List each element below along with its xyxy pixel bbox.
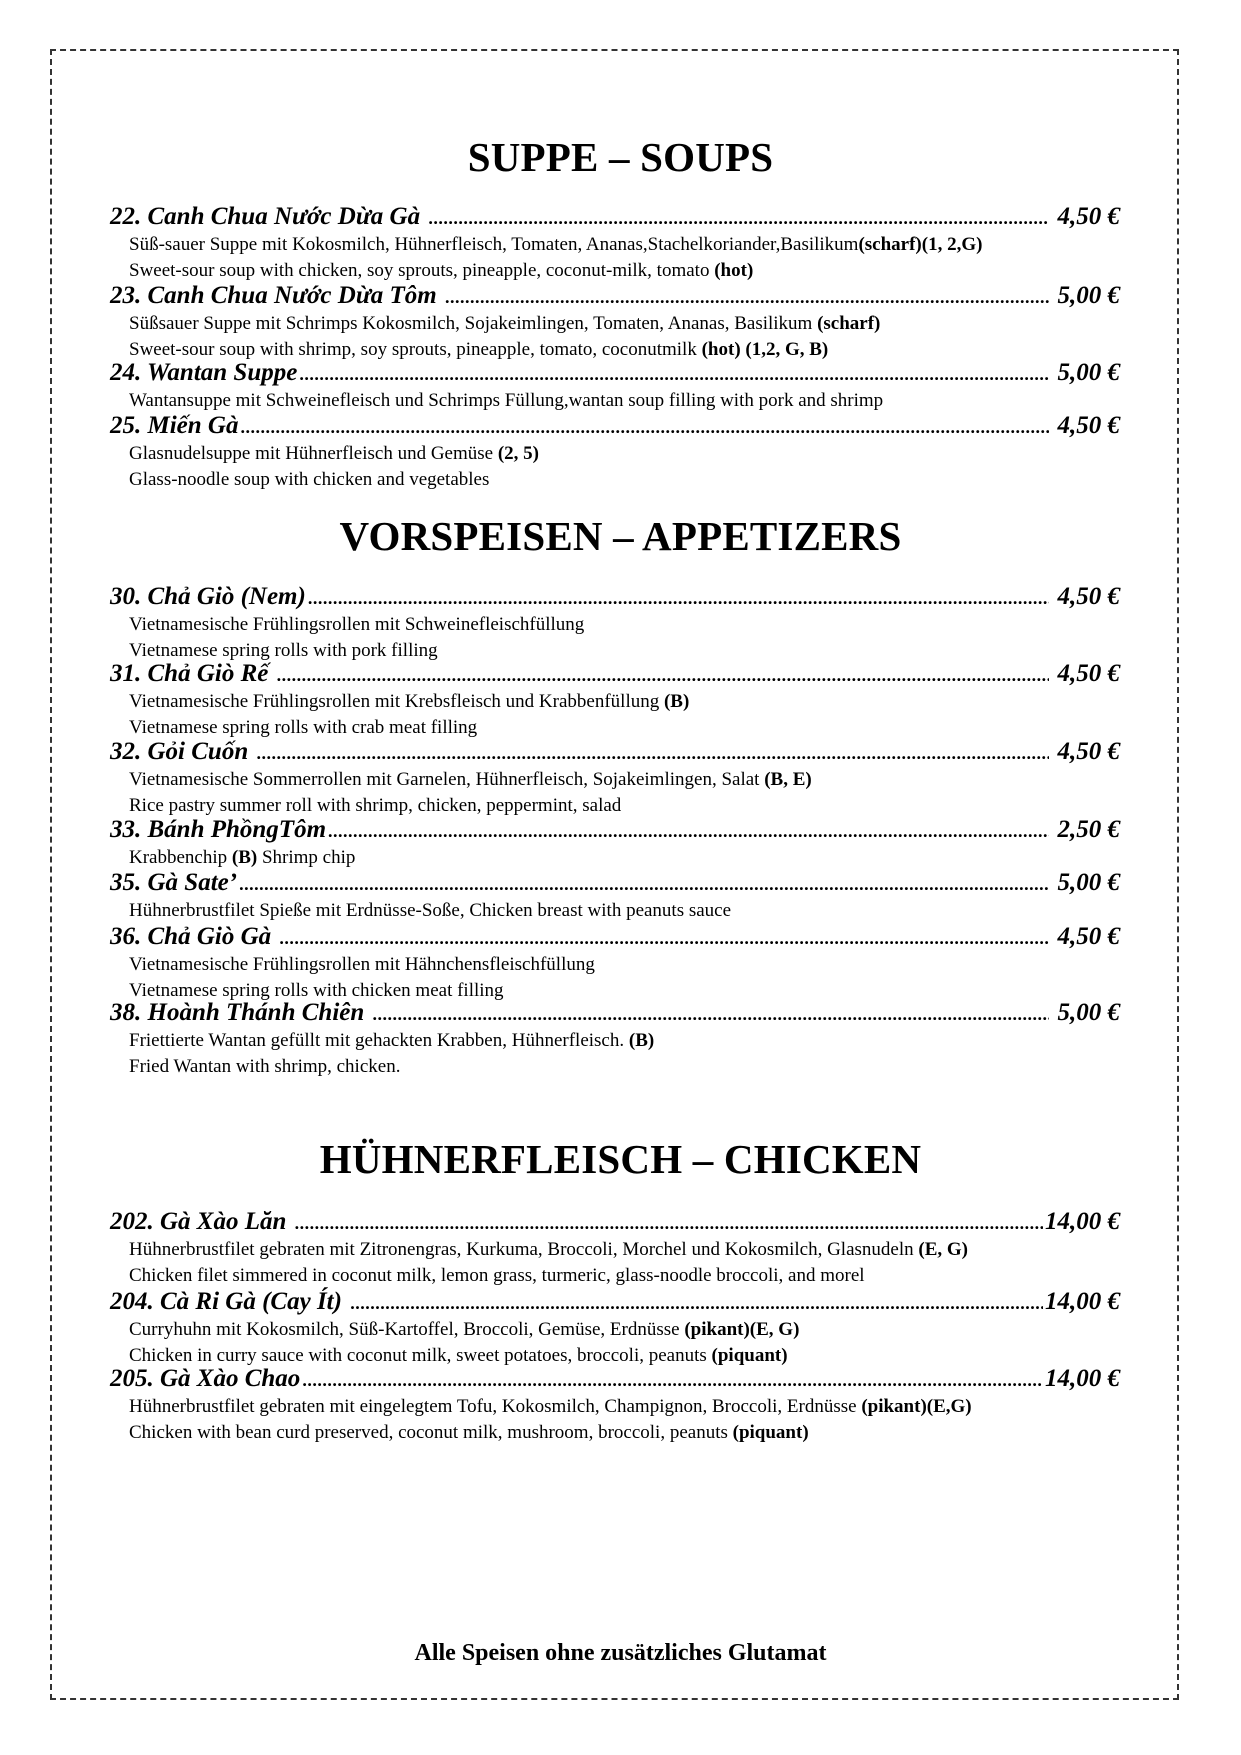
dot-leader [302,1365,1043,1395]
menu-item-name: 36. Chả Giò Gà [110,923,278,950]
description-text: Vietnamesische Frühlingsrollen mit Hähnchensfleischfüllung [129,954,595,975]
menu-item [110,582,1150,664]
menu-item-description [110,232,1150,258]
allergen-note: (piquant) [711,1345,788,1366]
description-text: Vietnamesische Sommerrollen mit Garnelen, Hühnerfleisch, Sojakeimlingen, Salat [129,769,765,790]
menu-item-header [110,659,1120,689]
menu-item-name: 35. Gà Sate’ [110,869,238,896]
menu-item-description [110,441,1150,467]
description-text: Hühnerbrustfilet gebraten mit Zitronengras, Kurkuma, Broccoli, Morchel und Kokosmilch, Glasnudeln [129,1239,919,1260]
menu-item-header [110,1364,1120,1394]
menu-item-header [110,998,1120,1028]
dot-leader [308,583,1049,613]
menu-item [110,281,1150,363]
description-text: Glasnudelsuppe mit Hühnerfleisch und Gemüse [129,443,498,464]
section-title: SUPPE – SOUPS [467,134,774,180]
dot-leader [240,412,1049,442]
menu-item-price: 4,50 € [1051,923,1120,950]
allergen-note: (scharf) [817,313,881,334]
menu-item-name: 202. Gà Xào Lăn [110,1208,293,1235]
menu-item [110,998,1150,1080]
description-text: Curryhuhn mit Kokosmilch, Süß-Kartoffel, Broccoli, Gemüse, Erdnüsse [129,1319,685,1340]
allergen-note: (B) [663,691,690,712]
allergen-note: (pikant)(E,G) [861,1396,972,1417]
menu-item-price: 2,50 € [1051,816,1120,843]
menu-item [110,922,1150,1004]
menu-item-name: 24. Wantan Suppe [110,359,298,386]
menu-item-name: 204. Cà Ri Gà (Cay Ít) [110,1288,349,1315]
menu-item-header [110,582,1120,612]
menu-item-header [110,411,1120,441]
menu-item-price: 5,00 € [1051,999,1120,1026]
menu-item-description [110,1263,1150,1289]
allergen-note: (pikant)(E, G) [684,1319,800,1340]
menu-item-description [110,1237,1150,1263]
menu-item-price: 4,50 € [1051,412,1120,439]
menu-item-header [110,202,1120,232]
menu-item-name: 30. Chả Giò (Nem) [110,583,306,610]
menu-item-price: 4,50 € [1051,203,1120,230]
dot-leader [279,923,1049,953]
dot-leader [373,999,1050,1029]
menu-item-price: 14,00 € [1045,1208,1120,1235]
description-text: Fried Wantan with shrimp, chicken. [129,1056,401,1077]
description-text: Krabbenchip [129,847,232,868]
allergen-note: (E, G) [918,1239,968,1260]
menu-item-name: 22. Canh Chua Nước Dừa Gà [110,203,427,230]
menu-item-header [110,358,1120,388]
menu-item-name: 32. Gỏi Cuốn [110,738,255,765]
description-text: Wantansuppe mit Schweinefleisch und Schrimps Füllung,wantan soup filling with pork and shrimp [129,390,884,411]
allergen-note: (hot) (1,2, G, B) [701,339,829,360]
allergen-note: (hot) [714,260,754,281]
menu-item-description [110,1317,1150,1343]
description-text: Hühnerbrustfilet gebraten mit eingelegtem Tofu, Kokosmilch, Champignon, Broccoli, Erdnüsse [129,1396,862,1417]
description-text: Hühnerbrustfilet Spieße mit Erdnüsse-Soße, Chicken breast with peanuts sauce [129,900,732,921]
dot-leader [445,282,1049,312]
menu-item-name: 205. Gà Xào Chao [110,1365,301,1392]
menu-item-description [110,1054,1150,1080]
description-text: Süßsauer Suppe mit Schrimps Kokosmilch, Sojakeimlingen, Tomaten, Ananas, Basilikum [129,313,818,334]
menu-item-price: 5,00 € [1051,869,1120,896]
menu-item-header [110,1207,1120,1237]
menu-item-name: 33. Bánh PhồngTôm [110,816,327,843]
menu-item [110,358,1150,414]
menu-item [110,659,1150,741]
menu-item-description [110,612,1150,638]
description-text: Süß-sauer Suppe mit Kokosmilch, Hühnerfleisch, Tomaten, Ananas,Stachelkoriander,Basilikum [129,234,859,255]
description-text: Vietnamese spring rolls with chicken meat filling [129,980,504,1001]
allergen-note: (piquant) [732,1422,809,1443]
menu-item-header [110,737,1120,767]
description-text: Vietnamese spring rolls with crab meat filling [129,717,478,738]
allergen-note: (B) [231,847,258,868]
description-text: Friettierte Wantan gefüllt mit gehackten Krabben, Hühnerfleisch. [129,1030,629,1051]
menu-item-price: 5,00 € [1051,359,1120,386]
menu-item-description [110,1394,1150,1420]
menu-item [110,737,1150,819]
menu-item-price: 4,50 € [1051,583,1120,610]
menu-item [110,411,1150,493]
menu-item-header [110,815,1120,845]
menu-item-description [110,311,1150,337]
menu-item-header [110,868,1120,898]
dot-leader [299,359,1049,389]
dot-leader [256,738,1049,768]
menu-item-header [110,281,1120,311]
menu-item-name: 31. Chả Giò Rế [110,660,275,687]
menu-item-description [110,1028,1150,1054]
footer-note: Alle Speisen ohne zusätzliches Glutamat [414,1640,827,1666]
description-text: Sweet-sour soup with shrimp, soy sprouts, pineapple, tomato, coconutmilk [129,339,702,360]
menu-item [110,202,1150,284]
description-text: Glass-noodle soup with chicken and vegetables [129,469,490,490]
description-text: Shrimp chip [257,847,356,868]
menu-item-price: 14,00 € [1045,1365,1120,1392]
menu-item-description [110,767,1150,793]
menu-item [110,868,1150,924]
description-text: Chicken in curry sauce with coconut milk, sweet potatoes, broccoli, peanuts [129,1345,712,1366]
description-text: Chicken with bean curd preserved, coconut milk, mushroom, broccoli, peanuts [129,1422,733,1443]
allergen-note: (B, E) [764,769,812,790]
menu-item-price: 4,50 € [1051,660,1120,687]
menu-item [110,815,1150,871]
dot-leader [350,1288,1043,1318]
description-text: Sweet-sour soup with chicken, soy sprouts, pineapple, coconut-milk, tomato [129,260,715,281]
menu-item-description [110,952,1150,978]
menu-item-name: 23. Canh Chua Nước Dừa Tôm [110,282,444,309]
dot-leader [239,869,1049,899]
menu-item-description [110,1420,1150,1446]
menu-item-name: 38. Hoành Thánh Chiên [110,999,371,1026]
menu-item-header [110,1287,1120,1317]
menu-item-price: 14,00 € [1045,1288,1120,1315]
description-text: Vietnamesische Frühlingsrollen mit Schweinefleischfüllung [129,614,585,635]
menu-item-description [110,467,1150,493]
description-text: Vietnamesische Frühlingsrollen mit Krebsfleisch und Krabbenfüllung [129,691,664,712]
description-text: Rice pastry summer roll with shrimp, chicken, peppermint, salad [129,795,622,816]
menu-item [110,1287,1150,1369]
menu-item-description [110,898,1150,924]
menu-item [110,1207,1150,1289]
menu-item-price: 4,50 € [1051,738,1120,765]
menu-item-price: 5,00 € [1051,282,1120,309]
menu-item-description [110,689,1150,715]
allergen-note: (2, 5) [497,443,539,464]
dot-leader [295,1208,1043,1238]
menu-item [110,1364,1150,1446]
description-text: Chicken filet simmered in coconut milk, lemon grass, turmeric, glass-noodle broccoli, and morel [129,1265,865,1286]
dot-leader [277,660,1050,690]
menu-item-name: 25. Miến Gà [110,412,239,439]
menu-item-header [110,922,1120,952]
section-title: HÜHNERFLEISCH – CHICKEN [319,1136,922,1182]
section-title: VORSPEISEN – APPETIZERS [339,513,902,559]
allergen-note: (scharf)(1, 2,G) [858,234,983,255]
dot-leader [428,203,1049,233]
dot-leader [328,816,1049,846]
allergen-note: (B) [628,1030,655,1051]
description-text: Vietnamese spring rolls with pork filling [129,640,438,661]
